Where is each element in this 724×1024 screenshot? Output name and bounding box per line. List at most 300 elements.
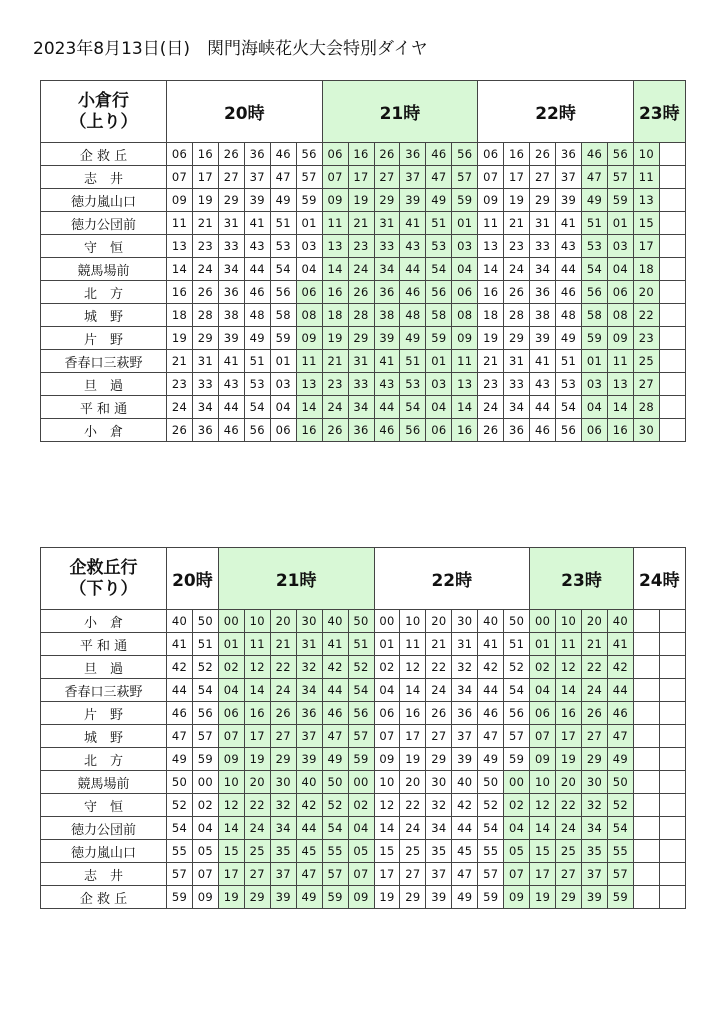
departure-time: 53 (244, 373, 270, 396)
departure-time: 49 (244, 327, 270, 350)
departure-time: 22 (400, 794, 426, 817)
departure-time: 38 (218, 304, 244, 327)
departure-time: 44 (530, 396, 556, 419)
departure-time (659, 840, 685, 863)
departure-time: 23 (348, 235, 374, 258)
departure-time: 22 (270, 656, 296, 679)
departure-time: 48 (244, 304, 270, 327)
departure-time: 56 (296, 143, 322, 166)
timetable-down (40, 547, 686, 909)
departure-time: 17 (556, 725, 582, 748)
departure-time: 44 (167, 679, 193, 702)
departure-time: 39 (452, 748, 478, 771)
departure-time: 41 (244, 212, 270, 235)
departure-time: 01 (218, 633, 244, 656)
hour-header-20: 20時 (167, 81, 323, 143)
departure-time: 52 (504, 656, 530, 679)
departure-time: 03 (607, 235, 633, 258)
departure-time (659, 610, 685, 633)
departure-time: 20 (270, 610, 296, 633)
departure-time: 36 (374, 281, 400, 304)
departure-time: 11 (633, 166, 659, 189)
departure-time (659, 702, 685, 725)
departure-time: 00 (218, 610, 244, 633)
page-title: 2023年8月13日(日) 関門海峡花火大会特別ダイヤ (33, 39, 428, 59)
departure-time: 14 (530, 817, 556, 840)
departure-time: 31 (374, 212, 400, 235)
departure-time: 24 (192, 258, 218, 281)
departure-time: 20 (556, 771, 582, 794)
departure-time: 04 (270, 396, 296, 419)
departure-time: 29 (556, 886, 582, 909)
departure-time: 40 (296, 771, 322, 794)
departure-time: 47 (607, 725, 633, 748)
departure-time: 22 (244, 794, 270, 817)
departure-time: 43 (374, 373, 400, 396)
departure-time: 16 (556, 702, 582, 725)
departure-time: 34 (218, 258, 244, 281)
station-name: 競馬場前 (41, 771, 167, 794)
departure-time: 29 (348, 327, 374, 350)
station-name: 徳力公団前 (41, 212, 167, 235)
departure-time (659, 679, 685, 702)
departure-time: 31 (296, 633, 322, 656)
departure-time: 38 (374, 304, 400, 327)
departure-time: 24 (426, 679, 452, 702)
departure-time: 26 (322, 419, 348, 442)
departure-time (659, 281, 685, 304)
table-row (41, 817, 686, 840)
departure-time: 33 (192, 373, 218, 396)
departure-time (633, 610, 659, 633)
table-row (41, 725, 686, 748)
departure-time: 20 (426, 610, 452, 633)
departure-time: 19 (218, 886, 244, 909)
departure-time: 42 (167, 656, 193, 679)
departure-time: 19 (504, 189, 530, 212)
departure-time (633, 725, 659, 748)
departure-time: 23 (192, 235, 218, 258)
departure-time: 27 (582, 725, 608, 748)
departure-time: 49 (478, 748, 504, 771)
departure-time: 46 (374, 419, 400, 442)
departure-time: 13 (452, 373, 478, 396)
departure-time: 21 (426, 633, 452, 656)
departure-time: 14 (296, 396, 322, 419)
departure-time: 23 (322, 373, 348, 396)
departure-time: 54 (270, 258, 296, 281)
departure-time: 46 (270, 143, 296, 166)
departure-time: 31 (504, 350, 530, 373)
departure-time: 44 (478, 679, 504, 702)
departure-time: 49 (582, 189, 608, 212)
departure-time: 09 (218, 748, 244, 771)
departure-time: 26 (218, 143, 244, 166)
departure-time: 58 (426, 304, 452, 327)
departure-time: 57 (192, 725, 218, 748)
departure-time: 09 (167, 189, 193, 212)
departure-time: 42 (607, 656, 633, 679)
departure-time: 49 (322, 748, 348, 771)
departure-time: 11 (556, 633, 582, 656)
departure-time: 54 (607, 817, 633, 840)
departure-time: 41 (374, 350, 400, 373)
departure-time: 59 (607, 189, 633, 212)
departure-time: 17 (633, 235, 659, 258)
departure-time: 30 (296, 610, 322, 633)
departure-time: 51 (244, 350, 270, 373)
departure-time: 09 (192, 886, 218, 909)
departure-time: 01 (374, 633, 400, 656)
departure-time: 21 (192, 212, 218, 235)
departure-time (659, 143, 685, 166)
departure-time: 29 (426, 748, 452, 771)
departure-time: 29 (530, 189, 556, 212)
departure-time: 23 (633, 327, 659, 350)
departure-time: 01 (452, 212, 478, 235)
departure-time: 12 (556, 656, 582, 679)
departure-time: 42 (296, 794, 322, 817)
departure-time: 11 (607, 350, 633, 373)
station-name: 競馬場前 (41, 258, 167, 281)
departure-time: 14 (322, 258, 348, 281)
departure-time: 06 (296, 281, 322, 304)
departure-time: 58 (270, 304, 296, 327)
departure-time: 19 (374, 886, 400, 909)
departure-time: 04 (192, 817, 218, 840)
departure-time: 51 (400, 350, 426, 373)
departure-time: 54 (426, 258, 452, 281)
departure-time: 46 (322, 702, 348, 725)
departure-time: 29 (504, 327, 530, 350)
departure-time: 17 (348, 166, 374, 189)
departure-time: 28 (633, 396, 659, 419)
station-name: 平 和 通 (41, 633, 167, 656)
departure-time: 18 (167, 304, 193, 327)
departure-time: 54 (322, 817, 348, 840)
departure-time: 53 (426, 235, 452, 258)
departure-time: 59 (478, 886, 504, 909)
departure-time: 24 (504, 258, 530, 281)
departure-time: 18 (322, 304, 348, 327)
departure-time: 04 (504, 817, 530, 840)
departure-time: 55 (322, 840, 348, 863)
departure-time: 54 (582, 258, 608, 281)
departure-time: 18 (633, 258, 659, 281)
station-name: 徳力嵐山口 (41, 840, 167, 863)
departure-time: 06 (582, 419, 608, 442)
departure-time: 50 (607, 771, 633, 794)
departure-time: 59 (607, 886, 633, 909)
departure-time: 36 (218, 281, 244, 304)
departure-time: 14 (607, 396, 633, 419)
departure-time: 26 (270, 702, 296, 725)
departure-time: 15 (633, 212, 659, 235)
departure-time: 47 (296, 863, 322, 886)
station-name: 小 倉 (41, 419, 167, 442)
departure-time: 13 (478, 235, 504, 258)
departure-time: 34 (270, 817, 296, 840)
departure-time: 02 (192, 794, 218, 817)
hour-header-23: 23時 (530, 548, 634, 610)
hour-header-20: 20時 (167, 548, 219, 610)
hour-header-22: 22時 (478, 81, 634, 143)
departure-time: 46 (530, 419, 556, 442)
departure-time: 02 (374, 656, 400, 679)
departure-time: 05 (192, 840, 218, 863)
departure-time: 04 (296, 258, 322, 281)
departure-time: 32 (426, 794, 452, 817)
departure-time (659, 656, 685, 679)
departure-time: 17 (218, 863, 244, 886)
departure-time: 56 (244, 419, 270, 442)
departure-time: 33 (218, 235, 244, 258)
departure-time: 27 (633, 373, 659, 396)
departure-time: 39 (530, 327, 556, 350)
table-row (41, 610, 686, 633)
departure-time: 59 (452, 189, 478, 212)
table-row (41, 235, 686, 258)
station-name: 平 和 通 (41, 396, 167, 419)
departure-time: 26 (348, 281, 374, 304)
station-name: 守 恒 (41, 235, 167, 258)
departure-time: 57 (348, 725, 374, 748)
departure-time: 57 (167, 863, 193, 886)
departure-time: 36 (348, 419, 374, 442)
station-name: 志 井 (41, 863, 167, 886)
departure-time: 24 (322, 396, 348, 419)
departure-time: 19 (530, 886, 556, 909)
departure-time: 17 (504, 166, 530, 189)
station-name: 企 救 丘 (41, 143, 167, 166)
departure-time: 17 (530, 863, 556, 886)
hour-header-21: 21時 (322, 81, 478, 143)
departure-time (659, 771, 685, 794)
departure-time: 26 (192, 281, 218, 304)
station-name: 旦 過 (41, 656, 167, 679)
departure-time: 14 (478, 258, 504, 281)
departure-time: 07 (374, 725, 400, 748)
departure-time: 46 (167, 702, 193, 725)
departure-time: 06 (452, 281, 478, 304)
departure-time: 52 (607, 794, 633, 817)
departure-time (659, 327, 685, 350)
departure-time: 07 (530, 725, 556, 748)
departure-time: 53 (582, 235, 608, 258)
departure-time: 38 (530, 304, 556, 327)
departure-time: 58 (582, 304, 608, 327)
departure-time: 39 (374, 327, 400, 350)
departure-time: 17 (374, 863, 400, 886)
departure-time: 11 (167, 212, 193, 235)
departure-time: 04 (452, 258, 478, 281)
departure-time: 24 (244, 817, 270, 840)
departure-time: 09 (504, 886, 530, 909)
departure-time (659, 235, 685, 258)
departure-time: 49 (607, 748, 633, 771)
departure-time: 34 (426, 817, 452, 840)
departure-time: 16 (348, 143, 374, 166)
departure-time: 44 (296, 817, 322, 840)
departure-time: 21 (270, 633, 296, 656)
departure-time: 34 (192, 396, 218, 419)
departure-time: 41 (556, 212, 582, 235)
departure-time: 39 (296, 748, 322, 771)
departure-time: 14 (374, 817, 400, 840)
departure-time: 31 (348, 350, 374, 373)
departure-time: 51 (426, 212, 452, 235)
departure-time: 27 (426, 725, 452, 748)
departure-time: 56 (270, 281, 296, 304)
departure-time: 11 (400, 633, 426, 656)
station-name: 北 方 (41, 281, 167, 304)
departure-time: 36 (244, 143, 270, 166)
departure-time: 04 (218, 679, 244, 702)
departure-time: 07 (348, 863, 374, 886)
departure-time: 44 (244, 258, 270, 281)
departure-time: 30 (426, 771, 452, 794)
departure-time: 33 (348, 373, 374, 396)
departure-time: 11 (244, 633, 270, 656)
table-row (41, 771, 686, 794)
departure-time: 15 (530, 840, 556, 863)
departure-time: 14 (400, 679, 426, 702)
departure-time: 55 (607, 840, 633, 863)
departure-time: 46 (478, 702, 504, 725)
departure-time: 07 (167, 166, 193, 189)
departure-time: 59 (504, 748, 530, 771)
departure-time: 51 (504, 633, 530, 656)
departure-time: 44 (607, 679, 633, 702)
departure-time: 50 (504, 610, 530, 633)
departure-time: 44 (452, 817, 478, 840)
departure-time: 00 (192, 771, 218, 794)
departure-time: 18 (478, 304, 504, 327)
station-name: 守 恒 (41, 794, 167, 817)
departure-time: 22 (556, 794, 582, 817)
departure-time: 21 (167, 350, 193, 373)
departure-time: 27 (270, 725, 296, 748)
station-name: 香春口三萩野 (41, 350, 167, 373)
station-name: 旦 過 (41, 373, 167, 396)
table-row (41, 350, 686, 373)
departure-time: 54 (478, 817, 504, 840)
direction-sub-label: （上り） (69, 111, 138, 132)
departure-time: 16 (504, 143, 530, 166)
departure-time: 03 (270, 373, 296, 396)
departure-time: 42 (452, 794, 478, 817)
departure-time: 24 (556, 817, 582, 840)
departure-time: 27 (218, 166, 244, 189)
table-row (41, 794, 686, 817)
departure-time: 03 (452, 235, 478, 258)
departure-time: 22 (633, 304, 659, 327)
hour-header-23: 23時 (633, 81, 685, 143)
departure-time: 34 (348, 396, 374, 419)
departure-time: 57 (452, 166, 478, 189)
departure-time (633, 748, 659, 771)
departure-time (659, 373, 685, 396)
departure-time: 56 (452, 143, 478, 166)
departure-time: 12 (244, 656, 270, 679)
departure-time: 20 (633, 281, 659, 304)
departure-time: 06 (478, 143, 504, 166)
departure-time: 05 (348, 840, 374, 863)
departure-time: 21 (322, 350, 348, 373)
departure-time (633, 702, 659, 725)
departure-time: 23 (504, 235, 530, 258)
departure-time: 25 (400, 840, 426, 863)
table-row (41, 166, 686, 189)
departure-time: 36 (556, 143, 582, 166)
departure-time: 12 (374, 794, 400, 817)
departure-time (659, 350, 685, 373)
departure-time: 16 (478, 281, 504, 304)
departure-time: 21 (478, 350, 504, 373)
station-name: 企 救 丘 (41, 886, 167, 909)
departure-time: 44 (218, 396, 244, 419)
departure-time: 07 (322, 166, 348, 189)
departure-time: 12 (218, 794, 244, 817)
departure-time: 30 (582, 771, 608, 794)
departure-time: 37 (426, 863, 452, 886)
departure-time: 45 (296, 840, 322, 863)
departure-time: 14 (167, 258, 193, 281)
departure-time: 37 (582, 863, 608, 886)
departure-time: 29 (582, 748, 608, 771)
departure-time: 22 (582, 656, 608, 679)
departure-time: 41 (530, 350, 556, 373)
departure-time: 16 (244, 702, 270, 725)
departure-time: 24 (270, 679, 296, 702)
departure-time: 41 (607, 633, 633, 656)
departure-time: 06 (426, 419, 452, 442)
departure-time: 20 (400, 771, 426, 794)
departure-time: 44 (374, 396, 400, 419)
departure-time: 54 (400, 396, 426, 419)
departure-time: 12 (400, 656, 426, 679)
departure-time: 59 (582, 327, 608, 350)
departure-time: 52 (478, 794, 504, 817)
departure-time: 35 (582, 840, 608, 863)
departure-time: 01 (270, 350, 296, 373)
departure-time: 41 (322, 633, 348, 656)
departure-time (659, 258, 685, 281)
departure-time: 06 (374, 702, 400, 725)
table-row (41, 863, 686, 886)
departure-time: 03 (426, 373, 452, 396)
departure-time: 13 (296, 373, 322, 396)
departure-time: 50 (322, 771, 348, 794)
departure-time: 27 (400, 863, 426, 886)
station-name: 香春口三萩野 (41, 679, 167, 702)
departure-time: 27 (244, 863, 270, 886)
departure-time: 16 (296, 419, 322, 442)
departure-time: 54 (556, 396, 582, 419)
departure-time: 46 (244, 281, 270, 304)
departure-time: 07 (218, 725, 244, 748)
departure-time: 54 (192, 679, 218, 702)
departure-time: 32 (296, 656, 322, 679)
table-row (41, 258, 686, 281)
departure-time: 47 (582, 166, 608, 189)
table-row (41, 327, 686, 350)
departure-time: 29 (218, 189, 244, 212)
table-row (41, 189, 686, 212)
departure-time: 31 (530, 212, 556, 235)
station-name: 片 野 (41, 327, 167, 350)
departure-time: 42 (478, 656, 504, 679)
